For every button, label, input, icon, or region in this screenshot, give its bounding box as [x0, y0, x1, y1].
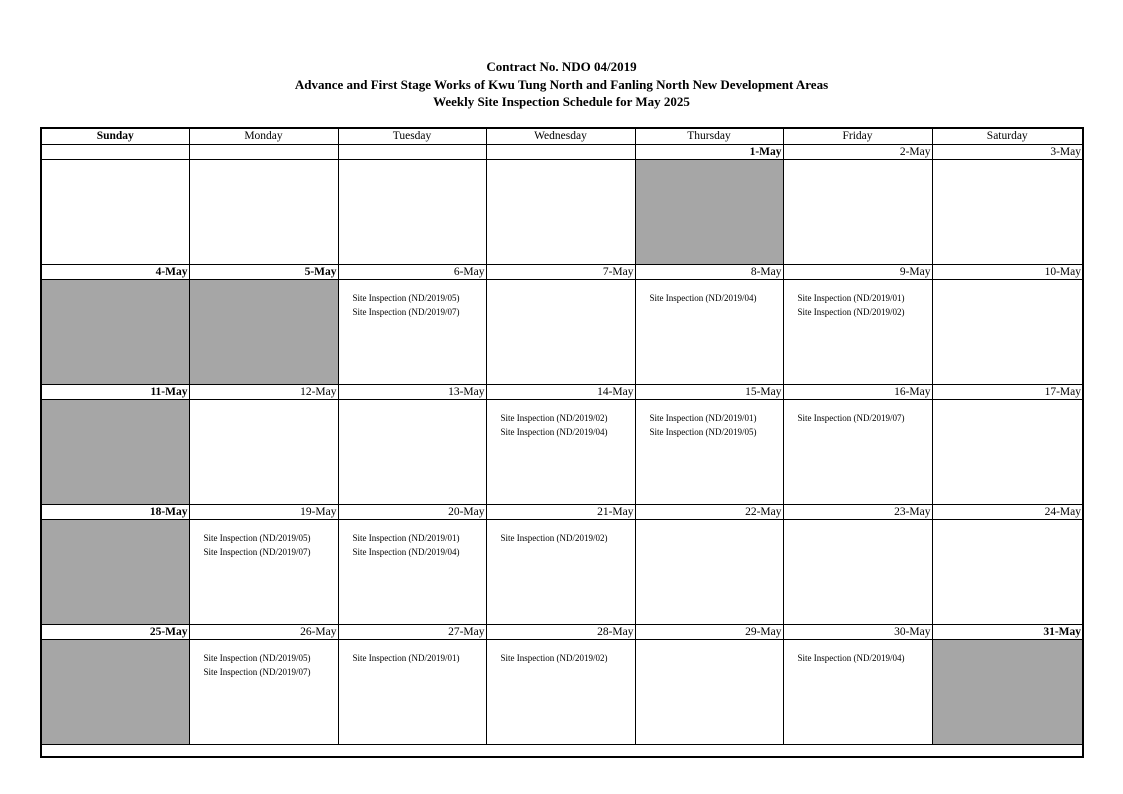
site-inspection-entry: Site Inspection (ND/2019/07): [203, 546, 311, 557]
date-label: 30-May: [783, 625, 932, 640]
date-label: 5-May: [189, 265, 338, 280]
weekday-header-tuesday: Tuesday: [338, 128, 486, 145]
day-cell: [189, 520, 338, 625]
day-cell: [486, 520, 635, 625]
week-1-date-row: [41, 145, 1083, 160]
site-inspection-entry: Site Inspection (ND/2019/05): [352, 293, 460, 303]
site-inspection-entry: Site Inspection (ND/2019/04): [352, 546, 460, 557]
weekday-header-row: [41, 128, 1083, 145]
day-cell: [189, 160, 338, 265]
day-cell: [783, 160, 932, 265]
day-cell: [338, 640, 486, 745]
site-inspection-entry: Site Inspection (ND/2019/02): [797, 306, 905, 317]
weekday-header-monday: Monday: [189, 128, 338, 145]
day-cell: [783, 520, 932, 625]
site-inspection-entry: Site Inspection (ND/2019/05): [649, 426, 757, 437]
site-inspection-entry: Site Inspection (ND/2019/02): [500, 533, 608, 543]
date-label: 12-May: [189, 385, 338, 400]
day-cell: [338, 520, 486, 625]
day-cell: [932, 280, 1083, 385]
week-5-date-row: [41, 625, 1083, 640]
date-label: 10-May: [932, 265, 1083, 280]
date-label: 7-May: [486, 265, 635, 280]
project-name: Advance and First Stage Works of Kwu Tung North and Fanling North New Development Areas: [294, 76, 829, 92]
date-label: 16-May: [783, 385, 932, 400]
weekday-header-thursday: Thursday: [635, 128, 783, 145]
date-label: [338, 145, 486, 160]
day-cell-holiday: [41, 400, 189, 505]
date-label: 15-May: [635, 385, 783, 400]
week-4-content-row: [41, 520, 1083, 625]
date-label: 29-May: [635, 625, 783, 640]
calendar-footer: [41, 745, 1083, 758]
site-inspection-entry: Site Inspection (ND/2019/05): [203, 533, 311, 543]
date-label: 4-May: [41, 265, 189, 280]
date-label: 24-May: [932, 505, 1083, 520]
date-label: 31-May: [932, 625, 1083, 640]
date-label: 8-May: [635, 265, 783, 280]
day-cell: [41, 160, 189, 265]
date-label: 6-May: [338, 265, 486, 280]
site-inspection-entry: Site Inspection (ND/2019/04): [797, 653, 905, 663]
weekday-header-friday: Friday: [783, 128, 932, 145]
week-1-content-row: [41, 160, 1083, 265]
weekday-header-wednesday: Wednesday: [486, 128, 635, 145]
day-cell: [486, 400, 635, 505]
document-title: [0, 58, 1123, 111]
site-inspection-entry: Site Inspection (ND/2019/05): [203, 653, 311, 663]
date-label: 18-May: [41, 505, 189, 520]
site-inspection-entry: Site Inspection (ND/2019/01): [797, 293, 905, 303]
day-cell: [783, 400, 932, 505]
calendar-table: [40, 127, 1084, 758]
date-label: 28-May: [486, 625, 635, 640]
site-inspection-entry: Site Inspection (ND/2019/01): [352, 653, 460, 663]
week-3-date-row: [41, 385, 1083, 400]
site-inspection-entry: Site Inspection (ND/2019/01): [649, 413, 757, 423]
date-label: 26-May: [189, 625, 338, 640]
week-4-date-row: [41, 505, 1083, 520]
day-cell: [338, 400, 486, 505]
date-label: 13-May: [338, 385, 486, 400]
day-cell-holiday: [932, 640, 1083, 745]
day-cell: [635, 400, 783, 505]
date-label: 3-May: [932, 145, 1083, 160]
day-cell: [635, 280, 783, 385]
day-cell: [189, 640, 338, 745]
day-cell: [783, 640, 932, 745]
day-cell: [338, 280, 486, 385]
site-inspection-entry: Site Inspection (ND/2019/04): [649, 293, 757, 303]
date-label: 20-May: [338, 505, 486, 520]
date-label: 9-May: [783, 265, 932, 280]
site-inspection-entry: Site Inspection (ND/2019/07): [352, 306, 460, 317]
day-cell: [189, 400, 338, 505]
site-inspection-entry: Site Inspection (ND/2019/07): [797, 413, 905, 423]
date-label: 17-May: [932, 385, 1083, 400]
site-inspection-entry: Site Inspection (ND/2019/04): [500, 426, 608, 437]
week-3-content-row: [41, 400, 1083, 505]
date-label: 27-May: [338, 625, 486, 640]
date-label: 14-May: [486, 385, 635, 400]
day-cell-holiday: [41, 640, 189, 745]
date-label: [486, 145, 635, 160]
week-5-content-row: [41, 640, 1083, 745]
date-label: 2-May: [783, 145, 932, 160]
weekday-header-saturday: Saturday: [932, 128, 1083, 145]
day-cell: [486, 280, 635, 385]
day-cell: [635, 520, 783, 625]
weekday-header-sunday: Sunday: [41, 128, 189, 145]
calendar-footer-row: [41, 745, 1083, 758]
day-cell: [486, 640, 635, 745]
day-cell: [783, 280, 932, 385]
date-label: 23-May: [783, 505, 932, 520]
date-label: 11-May: [41, 385, 189, 400]
date-label: 19-May: [189, 505, 338, 520]
date-label: 25-May: [41, 625, 189, 640]
day-cell-holiday: [635, 160, 783, 265]
day-cell-holiday: [41, 280, 189, 385]
day-cell: [932, 520, 1083, 625]
day-cell: [486, 160, 635, 265]
date-label: 21-May: [486, 505, 635, 520]
week-2-date-row: [41, 265, 1083, 280]
day-cell: [932, 400, 1083, 505]
site-inspection-entry: Site Inspection (ND/2019/02): [500, 413, 608, 423]
date-label: 22-May: [635, 505, 783, 520]
contract-number: Contract No. NDO 04/2019: [486, 59, 637, 74]
day-cell-holiday: [189, 280, 338, 385]
day-cell: [932, 160, 1083, 265]
date-label: 1-May: [635, 145, 783, 160]
site-inspection-entry: Site Inspection (ND/2019/01): [352, 533, 460, 543]
day-cell-holiday: [41, 520, 189, 625]
week-2-content-row: [41, 280, 1083, 385]
site-inspection-entry: Site Inspection (ND/2019/07): [203, 666, 311, 677]
day-cell: [338, 160, 486, 265]
date-label: [189, 145, 338, 160]
date-label: [41, 145, 189, 160]
schedule-title: Weekly Site Inspection Schedule for May 2025: [433, 94, 690, 109]
site-inspection-entry: Site Inspection (ND/2019/02): [500, 653, 608, 663]
day-cell: [635, 640, 783, 745]
